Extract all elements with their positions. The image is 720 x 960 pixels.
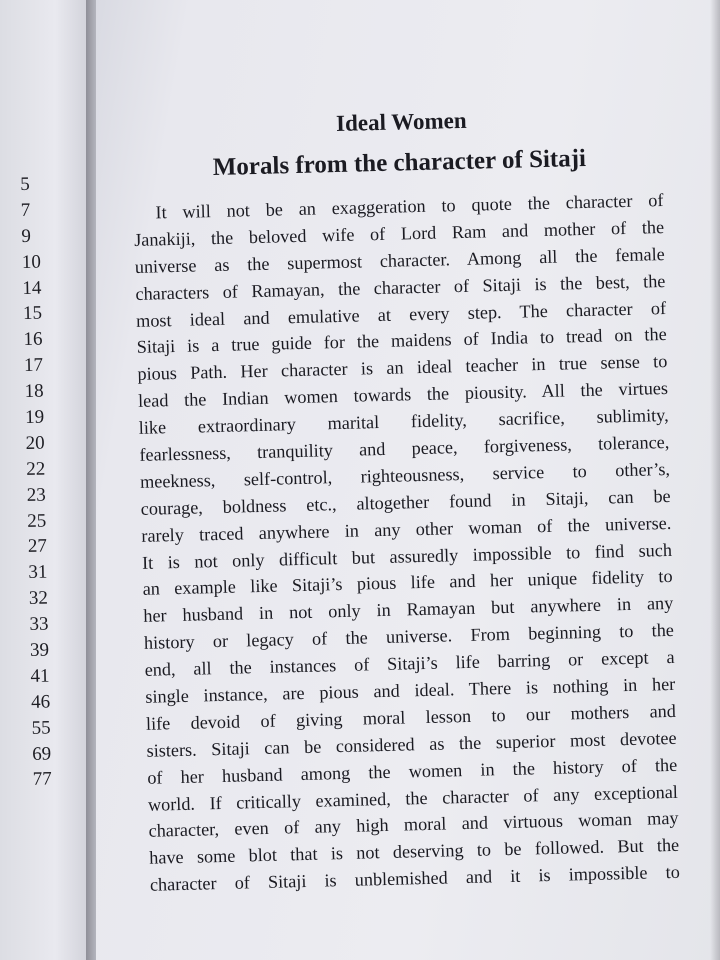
text-line: lead the Indian women towards the piousity. All the virtues [137, 378, 669, 412]
text-line: have some blot that is not deserving to be followed. But the [149, 835, 680, 869]
page-edge-shadow [710, 0, 720, 960]
page-title: Ideal Women [335, 107, 467, 136]
page-number: 69 [31, 743, 52, 765]
left-page [0, 0, 92, 960]
text-line: characters of Ramayan, the character of Sitaji is the best, the [135, 270, 666, 304]
text-line: life devoid of giving moral lesson to our mothers and [145, 700, 677, 734]
page-number: 32 [28, 587, 49, 610]
text-line: history or legacy of the universe. From beginning to the [143, 620, 675, 654]
text-line: single instance, are pious and ideal. There is nothing in her [145, 673, 676, 707]
page-number: 19 [24, 406, 45, 428]
text-line: character, even of any high moral and virtuous woman may [148, 808, 679, 842]
page-number: 5 [20, 173, 30, 195]
text-line: rarely traced anywhere in any other woman of the universe. [141, 512, 672, 546]
contents-page-numbers [20, 171, 87, 793]
page-content [131, 97, 680, 899]
text-line: most ideal and emulative at every step. The character of [135, 297, 667, 331]
text-line: sisters. Sitaji can be considered as the superior most devotee [146, 727, 677, 761]
text-line: world. If critically examined, the character of any exceptional [147, 781, 679, 815]
page-number: 77 [32, 768, 52, 791]
page-number: 7 [20, 199, 31, 221]
page-number: 15 [22, 303, 43, 325]
text-line: of her husband among the women in the history of the [147, 754, 678, 788]
page-number: 9 [21, 225, 32, 247]
text-line: fearlessness, tranquility and peace, forgiveness, tolerance, [139, 431, 670, 465]
page-number: 22 [26, 458, 46, 480]
text-line: universe as the supermost character. Among all the female [134, 243, 665, 277]
text-line: Janakiji, the beloved wife of Lord Ram and mother of the [133, 216, 665, 250]
text-line: It is not only difficult but assuredly impossible to find such [141, 539, 673, 573]
page-number: 39 [29, 639, 50, 661]
text-line: courage, boldness etc., altogether found in Sitaji, can be [140, 485, 671, 519]
page-number: 25 [27, 510, 47, 532]
page-number: 33 [29, 613, 49, 636]
text-line: meekness, self-control, righteousness, service to other’s, [139, 458, 671, 492]
page-number: 31 [28, 561, 48, 584]
text-line: like extraordinary marital fidelity, sacrifice, sublimity, [138, 405, 669, 439]
text-line: her husband in not only in Ramayan but anywhere in any [143, 593, 674, 627]
page-number: 46 [30, 691, 51, 713]
right-page [96, 0, 720, 960]
page-number: 55 [31, 717, 51, 739]
page-number: 27 [27, 535, 48, 558]
text-line: end, all the instances of Sitaji’s life barring or except a [144, 647, 675, 680]
page-number: 23 [26, 484, 46, 506]
page-number: 17 [23, 354, 44, 377]
page-number: 16 [23, 328, 43, 351]
text-line: It will not be an exaggeration to quote the character of [155, 190, 664, 223]
text-line: pious Path. Her character is an ideal teacher in true sense to [137, 351, 668, 385]
body-paragraph [133, 187, 680, 899]
page-number: 18 [24, 380, 44, 403]
page-number: 41 [30, 665, 50, 687]
chapter-heading: Morals from the character of Sitaji [212, 144, 587, 182]
page-number: 10 [21, 251, 42, 273]
text-line: an example like Sitaji’s pious life and her unique fidelity to [142, 566, 673, 600]
page-number: 20 [25, 432, 45, 454]
text-line: Sitaji is a true guide for the maidens of India to tread on the [136, 324, 667, 358]
page-number: 14 [22, 277, 42, 299]
text-line: character of Sitaji is unblemished and it is impossible to [149, 862, 681, 896]
